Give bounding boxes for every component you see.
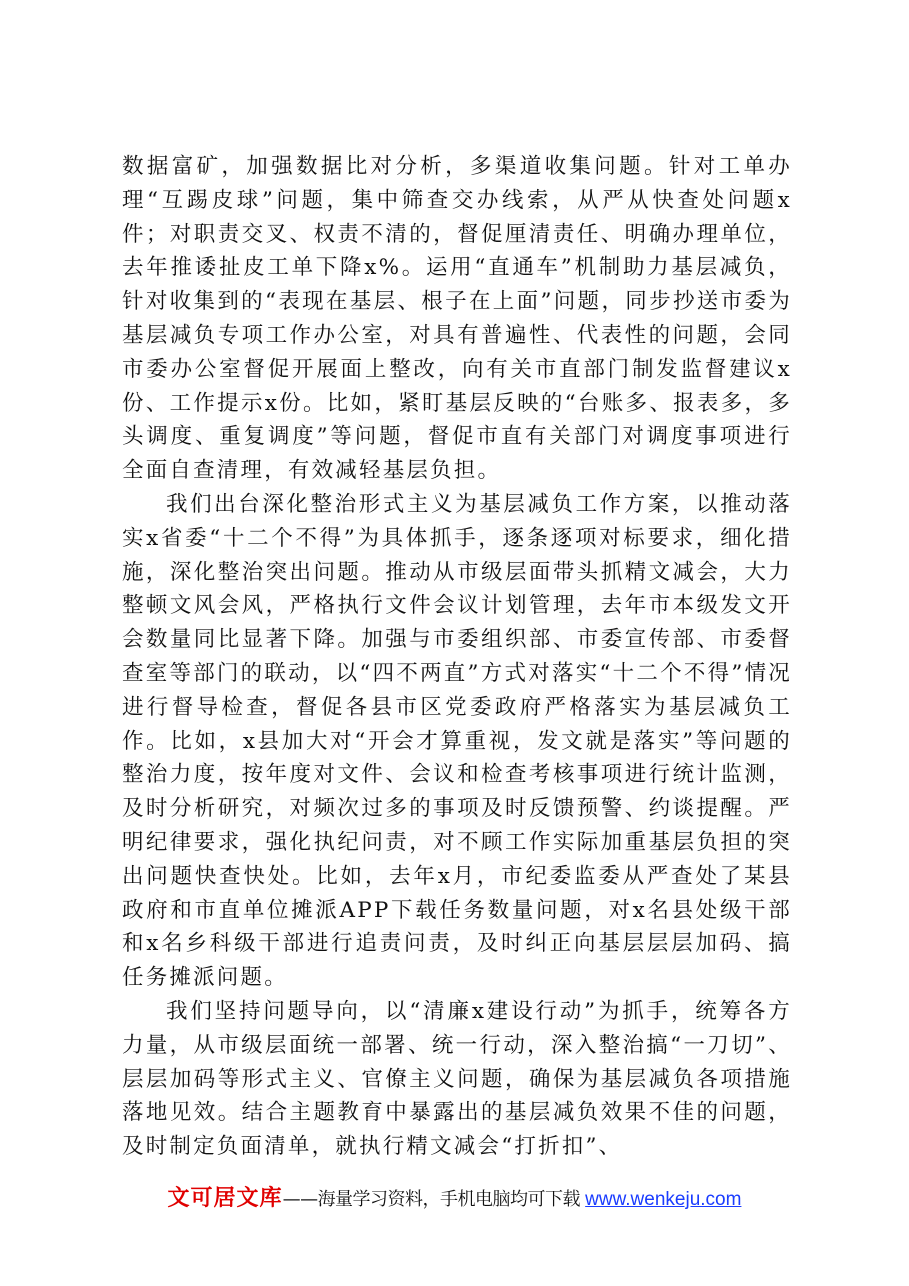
- paragraph-continued: 数据富矿，加强数据比对分析，多渠道收集问题。针对工单办理“互踢皮球”问题，集中筛查交办线索，从严从快查处问题x件；对职责交叉、权责不清的，督促厘清责任、明确办理单位，去年推诿扯皮工单下降x%。运用“直通车”机制助力基层减负，针对收集到的“表现在基层、根子在上面”问题，同步抄送市委为基层减负专项工作办公室，对具有普遍性、代表性的问题，会同市委办公室督促开展面上整改，向有关市直部门制发监督建议x份、工作提示x份。比如，紧盯基层反映的“台账多、报表多，多头调度、重复调度”等问题，督促市直有关部门对调度事项进行全面自查清理，有效减轻基层负担。: [122, 154, 792, 484]
- footer-brand: 文可居文库: [167, 1185, 283, 1211]
- footer-tagline: ——海量学习资料，手机电脑均可下载: [282, 1189, 581, 1210]
- document-body: [122, 150, 792, 1164]
- paragraph-problem-oriented: 我们坚持问题导向，以“清廉x建设行动”为抓手，统筹各方力量，从市级层面统一部署、统一行动，深入整治搞“一刀切”、层层加码等形式主义、官僚主义问题，确保为基层减负各项措施落地见效。结合主题教育中暴露出的基层减负效果不佳的问题，及时制定负面清单，就执行精文减会“打折扣”、: [122, 998, 792, 1160]
- footer-site-link[interactable]: www.wenkeju.com: [585, 1189, 742, 1210]
- paragraph-burden-reduction-plan: 我们出台深化整治形式主义为基层减负工作方案，以推动落实x省委“十二个不得”为具体抓手，逐条逐项对标要求，细化措施，深化整治突出问题。推动从市级层面带头抓精文减会，大力整顿文风会风，严格执行文件会议计划管理，去年市本级发文开会数量同比显著下降。加强与市委组织部、市委宣传部、市委督查室等部门的联动，以“四不两直”方式对落实“十二个不得”情况进行督导检查，督促各县市区党委政府严格落实为基层减负工作。比如，x县加大对“开会才算重视，发文就是落实”等问题的整治力度，按年度对文件、会议和检查考核事项进行统计监测，及时分析研究，对频次过多的事项及时反馈预警、约谈提醒。严明纪律要求，强化执纪问责，对不顾工作实际加重基层负担的突出问题快查快处。比如，去年x月，市纪委监委从严查处了某县政府和市直单位摊派APP下载任务数量问题，对x名县处级干部和x名乡科级干部进行追责问责，及时纠正向基层层层加码、搞任务摊派问题。: [122, 491, 792, 991]
- page-footer: [0, 1181, 909, 1212]
